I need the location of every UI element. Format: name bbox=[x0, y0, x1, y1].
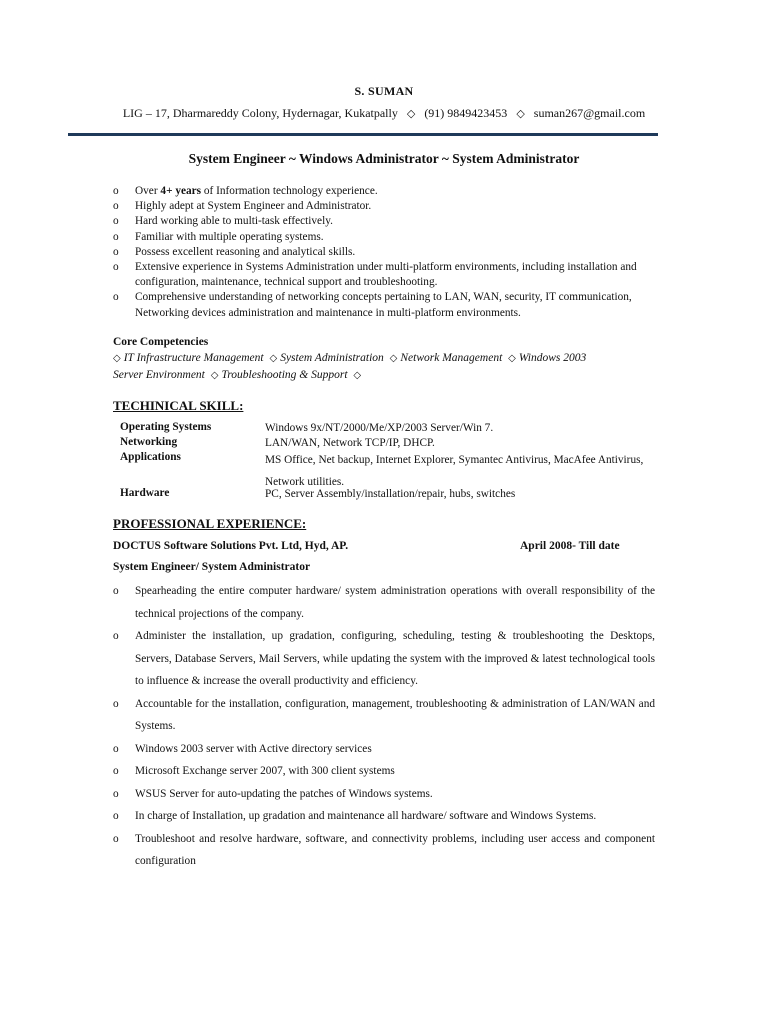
duty-item bbox=[113, 580, 655, 625]
diamond-icon: ◇ bbox=[406, 108, 416, 120]
core-competencies-line bbox=[113, 352, 658, 364]
skill-label: Applications bbox=[120, 451, 181, 463]
summary-emphasis: 4+ years bbox=[160, 185, 202, 197]
bullet-icon: o bbox=[113, 585, 119, 597]
diamond-icon: ◇ bbox=[353, 370, 362, 381]
summary-item bbox=[113, 230, 658, 245]
bullet-icon: o bbox=[113, 810, 119, 822]
address: LIG – 17, Dharmareddy Colony, Hydernagar, Kukatpally bbox=[122, 106, 398, 120]
summary-item bbox=[113, 199, 658, 214]
duty-item bbox=[113, 760, 655, 783]
core-competencies-line bbox=[113, 369, 658, 381]
duty-text: In charge of Installation, up gradation and maintenance all hardware/ software and Windows Systems. bbox=[135, 810, 597, 822]
summary-text: Extensive experience in Systems Administration under multi-platform environments, including installation and configuration, maintenance, technical support and troubleshooting. bbox=[135, 261, 637, 289]
summary-text: of Information technology experience. bbox=[201, 185, 378, 197]
summary-item bbox=[113, 260, 658, 290]
professional-headline: System Engineer ~ Windows Administrator ~ System Administrator bbox=[188, 151, 580, 166]
competency: Network Management bbox=[400, 352, 503, 364]
summary-list bbox=[113, 184, 658, 321]
skill-value: Windows 9x/NT/2000/Me/XP/2003 Server/Win 7. bbox=[265, 422, 494, 434]
summary-item bbox=[113, 184, 658, 199]
bullet-icon: o bbox=[113, 787, 119, 800]
bullet-icon: o bbox=[113, 215, 119, 228]
technical-skill-heading: TECHINICAL SKILL: bbox=[113, 398, 244, 413]
bullet-icon: o bbox=[113, 765, 119, 777]
competency: Windows 2003 bbox=[518, 352, 587, 364]
summary-text: Possess excellent reasoning and analytical skills. bbox=[135, 245, 356, 258]
duty-item bbox=[113, 805, 655, 828]
competency: System Administration bbox=[280, 352, 384, 364]
duty-item bbox=[113, 783, 655, 806]
email-link[interactable]: suman267@gmail.com bbox=[533, 106, 646, 120]
bullet-icon: o bbox=[113, 230, 119, 243]
duty-text: Troubleshoot and resolve hardware, software, and connectivity problems, including user access and component configuration bbox=[135, 832, 655, 867]
contact-line bbox=[0, 106, 768, 121]
diamond-icon: ◇ bbox=[516, 108, 525, 120]
summary-text: Over bbox=[135, 185, 161, 197]
duty-item bbox=[113, 625, 655, 693]
bullet-icon: o bbox=[113, 832, 119, 845]
diamond-icon: ◇ bbox=[210, 370, 219, 381]
competency: Server Environment bbox=[113, 369, 205, 381]
duty-text: Spearheading the entire computer hardware/ system administration operations with overall responsibility of the technical projections of the company. bbox=[135, 585, 655, 620]
diamond-icon: ◇ bbox=[508, 353, 516, 364]
skill-label: Networking bbox=[120, 436, 178, 448]
summary-item bbox=[113, 290, 658, 320]
duty-text: Microsoft Exchange server 2007, with 300 client systems bbox=[135, 765, 395, 777]
duty-item bbox=[113, 693, 655, 738]
competency: IT Infrastructure Management bbox=[123, 352, 264, 364]
duty-text: WSUS Server for auto-updating the patches of Windows systems. bbox=[135, 787, 433, 800]
summary-item bbox=[113, 214, 658, 229]
diamond-icon: ◇ bbox=[389, 353, 398, 364]
duty-item bbox=[113, 828, 655, 873]
summary-text: Highly adept at System Engineer and Administrator. bbox=[135, 200, 372, 213]
bullet-icon: o bbox=[113, 261, 119, 274]
competency: Troubleshooting & Support bbox=[221, 369, 348, 381]
duty-text: Windows 2003 server with Active directory services bbox=[135, 742, 372, 755]
bullet-icon: o bbox=[113, 245, 119, 258]
phone: (91) 9849423453 bbox=[424, 106, 508, 120]
candidate-name: S. SUMAN bbox=[354, 84, 414, 98]
duty-text: Administer the installation, up gradation, configuring, scheduling, testing & troubleshooting the Desktops, Servers, Database Servers, Mail Servers, while updating the system with the improved & latest technological tools to influence & increase the overall productivity and efficiency. bbox=[135, 630, 655, 687]
diamond-icon: ◇ bbox=[269, 353, 278, 364]
core-competencies-title: Core Competencies bbox=[113, 336, 209, 348]
bullet-icon: o bbox=[113, 697, 119, 710]
bullet-icon: o bbox=[113, 630, 119, 642]
skill-value: LAN/WAN, Network TCP/IP, DHCP. bbox=[265, 437, 435, 449]
summary-item bbox=[113, 245, 658, 260]
employment-dates: April 2008- Till date bbox=[520, 540, 620, 552]
company-name: DOCTUS Software Solutions Pvt. Ltd, Hyd, AP. bbox=[113, 540, 349, 552]
skill-value: PC, Server Assembly/installation/repair, hubs, switches bbox=[265, 488, 516, 500]
duty-item bbox=[113, 738, 655, 761]
skill-label: Operating Systems bbox=[120, 421, 212, 433]
duty-text: Accountable for the installation, configuration, management, troubleshooting & administration of LAN/WAN and Systems. bbox=[135, 697, 655, 732]
bullet-icon: o bbox=[113, 200, 119, 213]
bullet-icon: o bbox=[113, 742, 119, 755]
job-role: System Engineer/ System Administrator bbox=[113, 561, 311, 573]
diamond-icon: ◇ bbox=[113, 353, 121, 364]
summary-text: Familiar with multiple operating systems. bbox=[135, 230, 324, 243]
skill-label: Hardware bbox=[120, 487, 170, 499]
summary-text: Comprehensive understanding of networking concepts pertaining to LAN, WAN, security, IT communication, Networking devices administration and maintenance in multi-platform environments. bbox=[135, 291, 632, 319]
summary-text: Hard working able to multi-task effectively. bbox=[135, 215, 333, 228]
header-divider bbox=[68, 133, 658, 136]
bullet-icon: o bbox=[113, 291, 119, 304]
skill-value: MS Office, Net backup, Internet Explorer, Symantec Antivirus, MacAfee Antivirus, Network utilities. bbox=[265, 454, 644, 488]
professional-experience-heading: PROFESSIONAL EXPERIENCE: bbox=[113, 516, 307, 531]
duties-list bbox=[113, 580, 655, 873]
bullet-icon: o bbox=[113, 185, 119, 197]
